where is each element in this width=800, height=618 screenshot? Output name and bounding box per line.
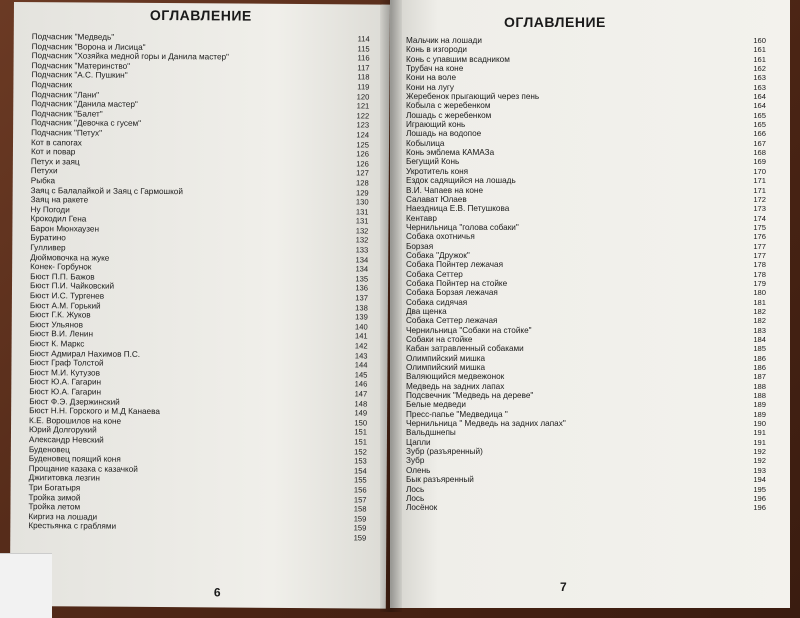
toc-entry-page: 178 xyxy=(753,260,766,270)
toc-entry xyxy=(406,101,766,110)
toc-entry-page: 169 xyxy=(753,157,766,167)
toc-entry-title: Кот в сапогах xyxy=(30,137,82,148)
toc-entry-title: Бюст Адмирал Нахимов П.С. xyxy=(29,348,141,359)
toc-entry xyxy=(406,428,766,437)
toc-entry-page: 136 xyxy=(355,283,369,293)
toc-entry xyxy=(406,307,766,316)
toc-entry-page: 145 xyxy=(354,370,368,380)
right-toc-list xyxy=(406,36,766,513)
toc-entry-page: 163 xyxy=(753,82,766,92)
toc-entry-title: Тройка зимой xyxy=(28,492,81,502)
left-page xyxy=(10,2,390,609)
toc-entry-page: 151 xyxy=(354,427,368,437)
toc-entry-page: 140 xyxy=(355,322,368,332)
toc-entry-page: 147 xyxy=(354,389,368,399)
toc-entry xyxy=(406,73,766,82)
toc-entry-page: 191 xyxy=(753,437,766,447)
toc-entry xyxy=(406,475,766,484)
toc-entry-page: 128 xyxy=(356,178,369,188)
toc-entry-title: Буденовец поящий коня xyxy=(28,454,121,464)
toc-entry-title: Чернильница " Медведь на задних лапах" xyxy=(406,419,566,429)
toc-entry-title: Подчасник "Ворона и Лисица" xyxy=(31,41,146,52)
toc-entry-page: 130 xyxy=(355,197,369,207)
toc-entry-title: Гулливер xyxy=(30,243,66,253)
toc-entry-title: Олимпийский мишка xyxy=(406,363,486,373)
toc-entry-page: 188 xyxy=(753,391,766,401)
toc-entry-page: 114 xyxy=(357,34,370,44)
toc-entry xyxy=(406,298,766,307)
toc-entry-page: 139 xyxy=(355,312,368,322)
toc-entry-title: Буденовец xyxy=(28,444,70,454)
toc-entry-title: Борзая xyxy=(406,241,434,251)
toc-entry-page: 143 xyxy=(354,350,368,361)
toc-entry-page: 192 xyxy=(753,447,766,457)
toc-entry-page: 134 xyxy=(355,255,369,265)
toc-entry xyxy=(406,111,766,120)
toc-entry xyxy=(406,354,766,363)
toc-entry xyxy=(406,186,766,195)
toc-entry-page: 187 xyxy=(753,372,766,382)
toc-entry-title: Мальчик на лошади xyxy=(406,36,482,45)
toc-entry-title: Подчасник "А.С. Пушкин" xyxy=(31,70,128,81)
toc-entry xyxy=(406,139,766,148)
toc-entry-title: Бюст Ю.А. Гагарин xyxy=(29,377,102,387)
toc-entry-page: 124 xyxy=(356,130,370,140)
toc-entry-page: 171 xyxy=(753,176,766,186)
toc-entry-title: Зубр (разъяренный) xyxy=(406,447,483,457)
toc-entry-title: Зубр xyxy=(406,456,425,466)
toc-entry xyxy=(406,204,766,213)
toc-entry-title: Кабан затравленный собаками xyxy=(406,344,524,354)
toc-entry-title: Цапли xyxy=(406,437,431,447)
toc-entry-page: 115 xyxy=(357,43,370,54)
toc-entry-title: Собака Сеттер xyxy=(406,269,463,279)
toc-entry-title: Подчасник "Медведь" xyxy=(31,32,115,42)
toc-entry-title: Подчасник "Данила мастер" xyxy=(31,99,138,110)
toc-entry-page: 158 xyxy=(353,504,367,514)
toc-entry-page: 161 xyxy=(753,45,766,55)
right-page xyxy=(390,0,790,608)
toc-entry xyxy=(406,382,766,391)
toc-entry-page: 129 xyxy=(355,187,369,197)
toc-entry-page: 149 xyxy=(354,408,368,418)
toc-entry-page: 155 xyxy=(353,475,367,485)
toc-entry-page: 194 xyxy=(753,475,766,485)
toc-entry-title: Собака охотничья xyxy=(406,232,475,242)
toc-entry-page: 133 xyxy=(355,245,369,255)
toc-entry-page: 185 xyxy=(753,344,766,354)
toc-entry-title: Бюст К. Маркс xyxy=(29,339,85,349)
toc-entry xyxy=(406,419,766,428)
toc-entry-page: 160 xyxy=(753,36,766,45)
left-page-heading: ОГЛАВЛЕНИЕ xyxy=(149,6,252,24)
toc-entry-page: 189 xyxy=(753,409,766,419)
toc-entry-title: Жеребенок прыгающий через пень xyxy=(406,92,540,102)
book-spine xyxy=(380,0,402,612)
toc-entry-page: 118 xyxy=(357,72,370,82)
toc-entry-title: Кот и повар xyxy=(30,147,76,157)
toc-entry xyxy=(406,120,766,129)
toc-entry-page: 142 xyxy=(354,341,368,351)
toc-entry xyxy=(406,372,766,381)
toc-entry-title: Барон Мюнхаузен xyxy=(30,223,100,234)
toc-entry-page: 186 xyxy=(753,363,766,373)
toc-entry-title: Кобылица xyxy=(406,138,445,148)
toc-entry-title: Кони на лугу xyxy=(406,82,454,92)
toc-entry-page: 135 xyxy=(355,274,369,284)
toc-entry-page: 159 xyxy=(353,514,367,524)
toc-entry-page: 152 xyxy=(354,446,367,457)
toc-entry-page: 127 xyxy=(356,168,369,178)
toc-entry-page: 117 xyxy=(357,63,370,73)
toc-entry-title: Кентавр xyxy=(406,213,437,223)
paper-sheet-corner xyxy=(0,553,52,618)
toc-entry-page: 122 xyxy=(356,111,370,121)
toc-entry-title: Салават Юлаев xyxy=(406,194,467,204)
toc-entry xyxy=(406,494,766,503)
toc-entry-title: Собаки на стойке xyxy=(406,335,473,344)
toc-entry xyxy=(406,214,766,223)
toc-entry-page: 162 xyxy=(753,64,766,74)
toc-entry-title: Лошадь с жеребенком xyxy=(406,110,492,120)
toc-entry xyxy=(406,344,766,353)
toc-entry-title: Буратино xyxy=(30,233,66,243)
toc-entry xyxy=(406,223,766,232)
toc-entry xyxy=(406,363,766,372)
toc-entry-title: Кобыла с жеребенком xyxy=(406,101,491,111)
toc-entry-title: Бюст Граф Толстой xyxy=(29,358,104,368)
toc-entry-page: 183 xyxy=(753,325,766,335)
toc-entry-title: Бюст Ульянов xyxy=(29,319,83,330)
toc-entry-page: 134 xyxy=(355,264,369,274)
toc-entry-title: Ну Погоди xyxy=(30,204,70,215)
toc-entry-page: 171 xyxy=(753,185,766,195)
toc-entry-title: Бюст Ю.А. Гагарин xyxy=(29,387,102,397)
toc-entry xyxy=(406,466,766,475)
toc-entry-page: 182 xyxy=(753,316,766,326)
toc-entry-title: Собака сидячая xyxy=(406,297,468,307)
toc-entry-title: Играющий конь xyxy=(406,120,466,130)
toc-entry-title: Подчасник "Девочка с гусем" xyxy=(31,118,142,129)
toc-entry-page: 184 xyxy=(753,335,766,344)
toc-entry-title: Чернильница "Собаки на стойке" xyxy=(406,325,532,335)
toc-entry-title: Александр Невский xyxy=(28,435,104,445)
toc-entry-title: Подчасник "Лани" xyxy=(31,89,100,100)
toc-entry-title: Пресс-папье "Медведица " xyxy=(406,409,508,419)
toc-entry-page: 159 xyxy=(353,523,367,533)
toc-entry-page: 137 xyxy=(355,293,368,303)
toc-entry-title: Собака Пойнтер на стойке xyxy=(406,278,508,288)
toc-entry-title: Валяющийся медвежонок xyxy=(406,372,505,382)
toc-entry-page: 196 xyxy=(753,503,766,513)
toc-entry-page: 173 xyxy=(753,204,766,214)
toc-entry-page: 177 xyxy=(753,241,766,251)
toc-entry xyxy=(406,270,766,279)
toc-entry-page: 153 xyxy=(354,456,367,466)
toc-entry-page: 186 xyxy=(753,353,766,363)
toc-entry-page: 157 xyxy=(353,494,367,504)
toc-entry-page: 193 xyxy=(753,465,766,475)
toc-entry-title: В.И. Чапаев на коне xyxy=(406,185,483,195)
toc-entry-title: Лосёнок xyxy=(406,503,438,513)
toc-entry xyxy=(406,242,766,251)
toc-entry-title: Бюст М.И. Кутузов xyxy=(29,367,100,378)
toc-entry-page: 195 xyxy=(753,484,766,494)
toc-entry xyxy=(406,391,766,400)
toc-entry-page: 164 xyxy=(753,101,766,111)
toc-entry-title: Конь с упавшим всадником xyxy=(406,54,510,64)
toc-entry-title: Бюст Н.Н. Горского и М.Д Канаева xyxy=(29,406,160,417)
toc-entry-title: Конек- Горбунок xyxy=(30,262,92,272)
toc-entry-title: Киргиз на лошади xyxy=(28,511,98,522)
toc-entry-page: 126 xyxy=(356,159,369,169)
toc-entry xyxy=(406,232,766,241)
toc-entry-page: 159 xyxy=(353,533,367,543)
toc-entry-title: Бюст В.И. Ленин xyxy=(29,329,94,339)
toc-entry-page: 116 xyxy=(357,53,370,63)
toc-entry-page: 167 xyxy=(753,138,766,148)
toc-entry xyxy=(28,531,366,543)
toc-entry-page: 192 xyxy=(753,456,766,466)
toc-entry-page: 180 xyxy=(753,288,766,298)
toc-entry-title: Собака Сеттер лежачая xyxy=(406,316,498,326)
toc-entry-title: Два щенка xyxy=(406,306,447,316)
toc-entry-title: Подсвечник "Медведь на дереве" xyxy=(406,391,534,401)
toc-entry-title: Подчасник "Хозяйка медной горы и Данила мастер" xyxy=(31,51,230,62)
toc-entry-title: Подчасник "Балет" xyxy=(31,108,103,119)
right-page-heading: ОГЛАВЛЕНИЕ xyxy=(504,14,606,30)
toc-entry-title: К.Е. Ворошилов на коне xyxy=(29,415,122,426)
toc-entry-title: Бюст П.П. Бажов xyxy=(30,271,95,282)
toc-entry-title: Белые медведи xyxy=(406,400,466,410)
toc-entry-page: 165 xyxy=(753,120,766,130)
toc-entry-page: 132 xyxy=(355,235,369,245)
toc-entry xyxy=(406,279,766,288)
toc-entry xyxy=(406,326,766,335)
toc-entry xyxy=(406,260,766,269)
left-toc-list xyxy=(28,32,370,543)
toc-entry xyxy=(406,400,766,409)
toc-entry-title: Лось xyxy=(406,484,425,494)
toc-entry-page: 141 xyxy=(354,331,368,341)
toc-entry xyxy=(406,176,766,185)
toc-entry-title: Трубач на коне xyxy=(406,64,464,74)
toc-entry-page: 161 xyxy=(753,54,766,64)
toc-entry-page: 178 xyxy=(753,269,766,279)
right-page-number: 7 xyxy=(560,580,567,594)
toc-entry-title: Крестьянка с граблями xyxy=(28,521,117,532)
toc-entry-title: Петух и заяц xyxy=(30,156,80,167)
toc-entry-title: Собака "Дружок" xyxy=(406,250,470,260)
toc-entry-title: Подчасник "Материнство" xyxy=(31,60,131,71)
toc-entry-title: Олень xyxy=(406,465,431,475)
toc-entry-title: Лось xyxy=(406,493,425,503)
toc-entry-page: 132 xyxy=(355,226,369,236)
toc-entry-page: 170 xyxy=(753,166,766,176)
toc-entry-page: 175 xyxy=(753,222,766,232)
toc-entry-title: Конь в изгороди xyxy=(406,45,467,55)
toc-entry-page: 131 xyxy=(355,207,369,217)
toc-entry-title: Олимпийский мишка xyxy=(406,353,486,363)
toc-entry-title: Крокодил Гена xyxy=(30,214,87,224)
toc-entry-title: Вальдшнепы xyxy=(406,428,456,438)
toc-entry-page: 196 xyxy=(753,493,766,503)
toc-entry-title: Прощание казака с казачкой xyxy=(28,463,138,474)
toc-entry-title: Дюймовочка на жуке xyxy=(30,252,110,263)
toc-entry-page: 121 xyxy=(356,101,370,111)
toc-entry-title: Кони на воле xyxy=(406,73,457,83)
toc-entry-title: Лошадь на водопое xyxy=(406,129,482,139)
toc-entry xyxy=(406,485,766,494)
toc-entry-page: 164 xyxy=(753,92,766,102)
toc-entry-page: 189 xyxy=(753,400,766,410)
toc-entry-title: Медведь на задних лапах xyxy=(406,381,505,391)
toc-entry-title: Собака Пойнтер лежачая xyxy=(406,260,504,270)
toc-entry-page: 154 xyxy=(354,466,367,476)
toc-entry-page: 144 xyxy=(354,360,368,370)
toc-entry-page: 179 xyxy=(753,278,766,288)
toc-entry-page: 119 xyxy=(357,82,370,92)
toc-entry-page: 151 xyxy=(354,437,367,447)
toc-entry-title: Бюст Г.К. Жуков xyxy=(29,310,91,320)
toc-entry xyxy=(406,316,766,325)
toc-entry-page: 156 xyxy=(353,485,367,495)
toc-entry-title: Петухи xyxy=(30,166,58,176)
toc-entry xyxy=(406,129,766,138)
toc-entry xyxy=(406,167,766,176)
toc-entry-title: Конь эмблема КАМАЗа xyxy=(406,148,495,158)
toc-entry-title: Подчасник "Петух" xyxy=(31,128,103,138)
toc-entry xyxy=(406,447,766,456)
toc-entry xyxy=(406,157,766,166)
toc-entry-page: 163 xyxy=(753,73,766,83)
toc-entry xyxy=(406,83,766,92)
toc-entry-page: 138 xyxy=(355,303,368,313)
toc-entry-page: 166 xyxy=(753,129,766,139)
toc-entry-title: Бегущий Конь xyxy=(406,157,460,167)
toc-entry xyxy=(406,92,766,101)
toc-entry-title: Джигитовка лезгин xyxy=(28,473,101,483)
toc-entry-title: Юрий Долгорукий xyxy=(28,425,97,435)
toc-entry-page: 182 xyxy=(753,306,766,316)
toc-entry-title: Ездок садящийся на лошадь xyxy=(406,176,516,186)
toc-entry xyxy=(406,195,766,204)
toc-entry-page: 176 xyxy=(753,232,766,242)
toc-entry-page: 123 xyxy=(356,120,370,130)
toc-entry xyxy=(406,64,766,73)
toc-entry-page: 181 xyxy=(753,297,766,307)
toc-entry xyxy=(406,36,766,45)
toc-entry-page: 165 xyxy=(753,110,766,120)
toc-entry xyxy=(406,148,766,157)
toc-entry xyxy=(406,45,766,54)
toc-entry-page: 191 xyxy=(753,428,766,438)
toc-entry-page: 148 xyxy=(354,398,368,409)
toc-entry-title: Бюст Ф.Э. Дзержинский xyxy=(29,396,120,407)
toc-entry-title: Заяц с Балалайкой и Заяц с Гармошкой xyxy=(30,185,183,196)
toc-entry xyxy=(406,456,766,465)
toc-entry-title: Бюст И.С. Тургенев xyxy=(29,291,105,301)
toc-entry-title: Бюст П.И. Чайковский xyxy=(29,281,115,292)
toc-entry xyxy=(406,251,766,260)
toc-entry-title: Бюст А.М. Горький xyxy=(29,300,101,311)
toc-entry-page: 168 xyxy=(753,148,766,158)
left-page-number: 6 xyxy=(213,585,221,600)
toc-entry-title: Чернильница "голова собаки" xyxy=(406,222,519,232)
toc-entry-page: 172 xyxy=(753,194,766,204)
toc-entry-title: Рыбка xyxy=(30,176,56,186)
toc-entry-title: Подчасник xyxy=(31,80,73,90)
toc-entry-page: 188 xyxy=(753,381,766,391)
toc-entry-page: 150 xyxy=(354,418,368,428)
toc-entry-title: Наездница Е.В. Петушкова xyxy=(406,204,510,214)
toc-entry xyxy=(406,410,766,419)
toc-entry-page: 177 xyxy=(753,250,766,260)
toc-entry-page: 146 xyxy=(354,379,368,389)
toc-entry-page: 126 xyxy=(356,149,369,159)
toc-entry-title: Собака Борзая лежачая xyxy=(406,288,498,298)
toc-entry-page: 125 xyxy=(356,139,370,150)
toc-entry xyxy=(406,288,766,297)
toc-entry xyxy=(406,55,766,64)
toc-entry-page: 120 xyxy=(356,91,370,102)
toc-entry xyxy=(406,335,766,344)
toc-entry-page: 174 xyxy=(753,213,766,223)
toc-entry-title: Укротитель коня xyxy=(406,166,469,176)
toc-entry xyxy=(406,438,766,447)
toc-entry-page: 190 xyxy=(753,419,766,429)
toc-entry xyxy=(406,503,766,512)
toc-entry-title: Три Богатыря xyxy=(28,483,81,493)
toc-entry-title: Бык разъяренный xyxy=(406,475,474,485)
toc-entry-title: Тройка летом xyxy=(28,502,81,512)
toc-entry-title: Заяц на ракете xyxy=(30,195,89,205)
toc-entry-page: 131 xyxy=(355,216,369,226)
